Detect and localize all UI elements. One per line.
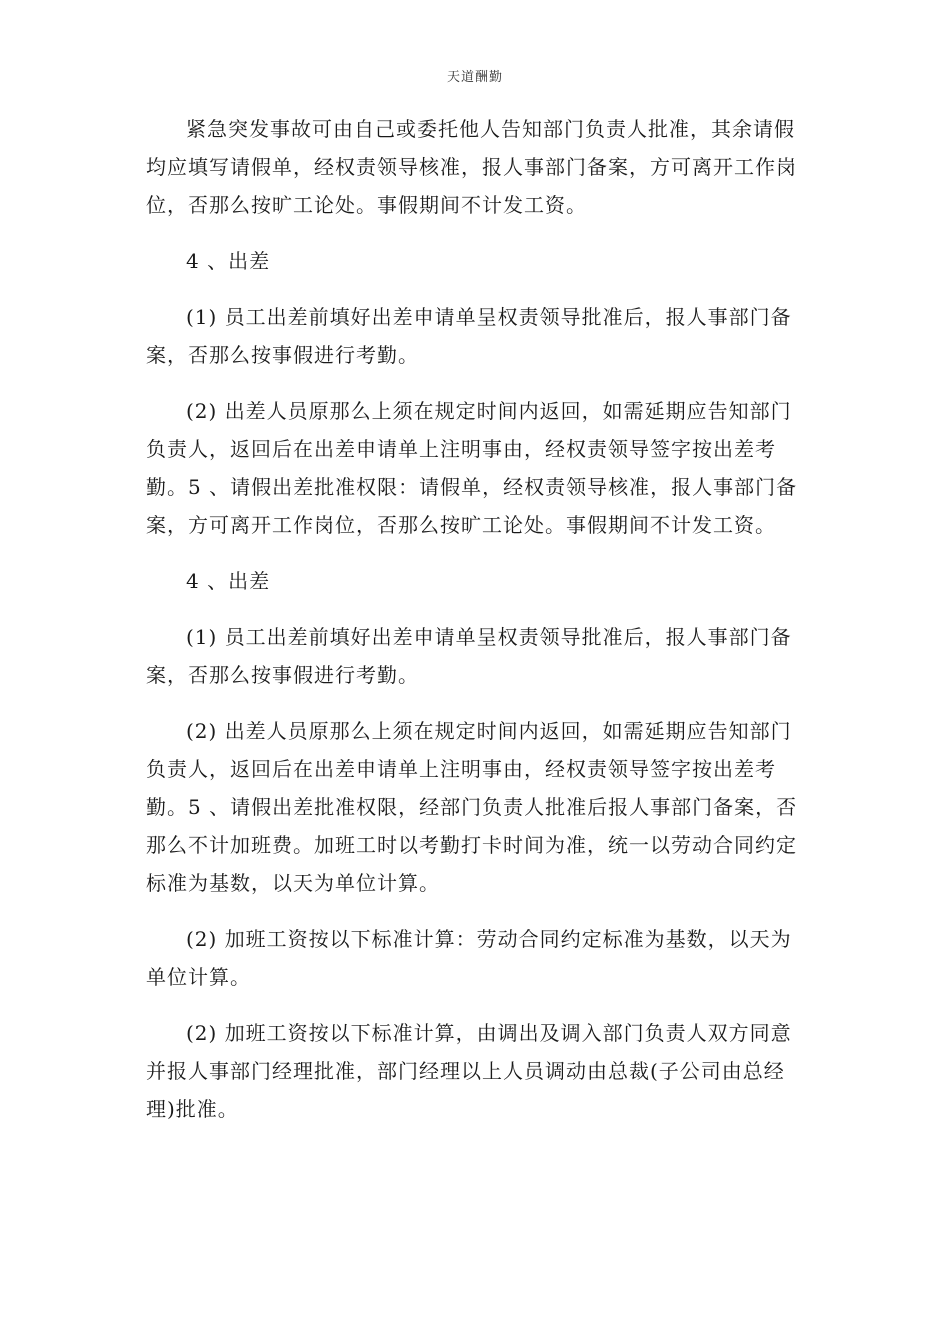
paragraph-trip-application: (1) 员工出差前填好出差申请单呈权责领导批准后，报人事部门备案，否那么按事假进行考勤。 bbox=[146, 305, 792, 367]
document-body bbox=[146, 110, 810, 1146]
section-heading-business-trip: 4 、出差 bbox=[186, 569, 271, 593]
paragraph-trip-return: (2) 出差人员原那么上须在规定时间内返回，如需延期应告知部门负责人，返回后在出差申请单上注明事由，经权责领导签字按出差考勤。5 、请假出差批准权限：请假单，经权责领导核准，报人事部门备案，方可离开工作岗位，否那么按旷工论处。事假期间不计发工资。 bbox=[146, 399, 798, 537]
paragraph-overtime-transfer: (2) 加班工资按以下标准计算，由调出及调入部门负责人双方同意并报人事部门经理批准，部门经理以上人员调动由总裁(子公司由总经理)批准。 bbox=[146, 1021, 792, 1121]
paragraph-trip-application: (1) 员工出差前填好出差申请单呈权责领导批准后，报人事部门备案，否那么按事假进行考勤。 bbox=[146, 625, 792, 687]
page-header: 天道酬勤 bbox=[446, 70, 503, 85]
paragraph-trip-return-overtime: (2) 出差人员原那么上须在规定时间内返回，如需延期应告知部门负责人，返回后在出差申请单上注明事由，经权责领导签字按出差考勤。5 、请假出差批准权限，经部门负责人批准后报人事部门备案，否那么不计加班费。加班工时以考勤打卡时间为准，统一以劳动合同约定标准为基数，以天为单位计算。 bbox=[146, 719, 798, 895]
paragraph-leave-approval: 紧急突发事故可由自己或委托他人告知部门负责人批准，其余请假均应填写请假单，经权责领导核准，报人事部门备案，方可离开工作岗位，否那么按旷工论处。事假期间不计发工资。 bbox=[146, 117, 797, 217]
paragraph-overtime-pay: (2) 加班工资按以下标准计算：劳动合同约定标准为基数，以天为单位计算。 bbox=[146, 927, 792, 989]
section-heading-business-trip: 4 、出差 bbox=[186, 249, 271, 273]
